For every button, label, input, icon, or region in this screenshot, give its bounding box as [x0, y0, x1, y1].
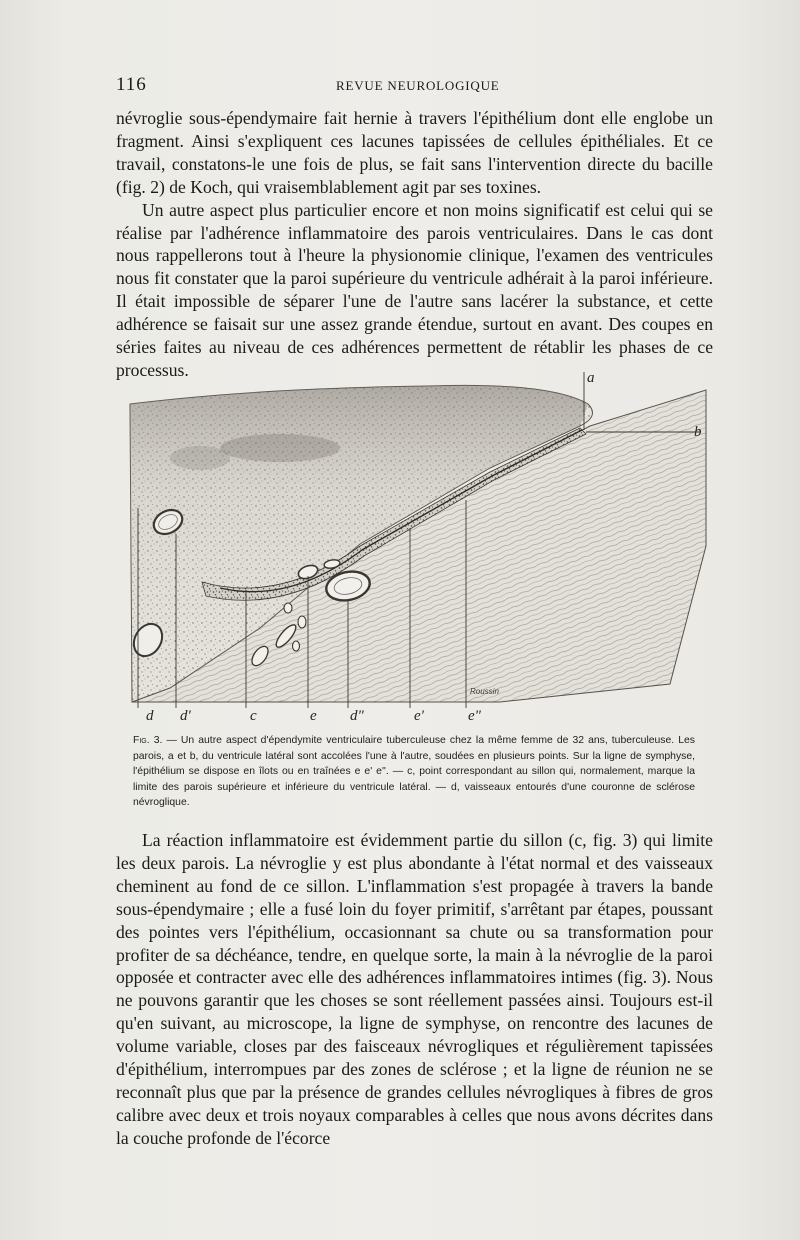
- paragraph-adherence: Un autre aspect plus particulier encore et non moins significatif est celui qui se réalise par l'adhérence inflammatoire des parois ventriculaires. Dans le cas dont nous rappellerons tout à l'heure la physionomie clinique, l'examen des ventricules nous fit constater que la paroi supérieure du ventricule adhérait à la paroi inférieure. Il était impossible de séparer l'une de l'autre sans lacérer la substance, et cette adhérence se faisait sur une assez grande étendue, surtout en avant. Des coupes en séries faites au niveau de ces adhérences permettent de rétablir les phases de ce processus.: [116, 199, 713, 380]
- text-block-top: [116, 107, 713, 382]
- figure-3: [110, 368, 716, 724]
- illustrator-signature: Roussin: [470, 687, 499, 696]
- label-a: a: [587, 370, 595, 386]
- label-e-prime: e': [414, 708, 424, 724]
- label-e-second: e": [468, 708, 481, 724]
- caption-text: — Un autre aspect d'épendymite ventriculaire tuberculeuse chez la même femme de 32 ans, tuberculeuse. Les parois, a et b, du ventricule latéral sont accolées l'une à l'autre, soudées en plusieurs points. Sur la ligne de symphyse, l'épithélium se dispose en îlots ou en traînées e e' e''. — c, point correspondant au sillon qui, normalement, marque la limite des parois supérieure et inférieure du ventricule latéral. — d, vaisseaux entourés d'une couronne de sclérose névroglique.: [133, 735, 695, 808]
- paragraph-continuation: névroglie sous-épendymaire fait hernie à travers l'épithélium dont elle englobe un fragment. Ainsi s'expliquent ces lacunes tapissées de cellules épithéliales. Et ce travail, constatons-le une fois de plus, se fait sans l'intervention directe du bacille (fig. 2) de Koch, qui vraisemblablement agit par ses toxines.: [116, 108, 713, 197]
- figure-caption: [133, 733, 695, 811]
- label-b: b: [694, 424, 702, 440]
- text-block-bottom: [116, 829, 713, 1150]
- label-d: d: [146, 708, 154, 724]
- paragraph-inflammation: La réaction inflammatoire est évidemment partie du sillon (c, fig. 3) qui limite les deux parois. La névroglie y est plus abondante à l'état normal et des vaisseaux cheminent au fond de ce sillon. L'inflammation s'est propagée à travers la bande sous-épendymaire ; elle a fusé loin du foyer primitif, s'arrêtant par étapes, poussant des pointes vers l'épithélium, occasionnant sa chute ou sa transformation pour profiter de sa déchéance, tendre, en quelque sorte, la main à la névroglie de la paroi opposée et contracter avec elle des adhérences inflammatoires intimes (fig. 3). Nous ne pouvons garantir que les choses se sont réellement passées ainsi. Toujours est-il qu'en suivant, au microscope, la ligne de symphyse, on rencontre des lacunes de volume variable, closes par des faisceaux névrogliques et régulièrement tapissées d'épithélium, interrompues par des zones de sclérose ; et la ligne de réunion ne se reconnaît plus que par la présence de grandes cellules névrogliques à fibres de gros calibre avec deux et trois noyaux comparables à celles que nous avons décrites dans la couche profonde de l'écorce: [116, 830, 713, 1148]
- journal-title: REVUE NEUROLOGIQUE: [336, 78, 500, 93]
- label-c: c: [250, 708, 257, 724]
- running-head: [116, 74, 712, 96]
- label-d-prime: d': [180, 708, 191, 724]
- label-e: e: [310, 708, 317, 724]
- caption-figure-number: Fig. 3.: [133, 735, 163, 746]
- page-number: 116: [116, 74, 147, 95]
- label-d-second: d": [350, 708, 364, 724]
- histology-illustration: [110, 368, 716, 724]
